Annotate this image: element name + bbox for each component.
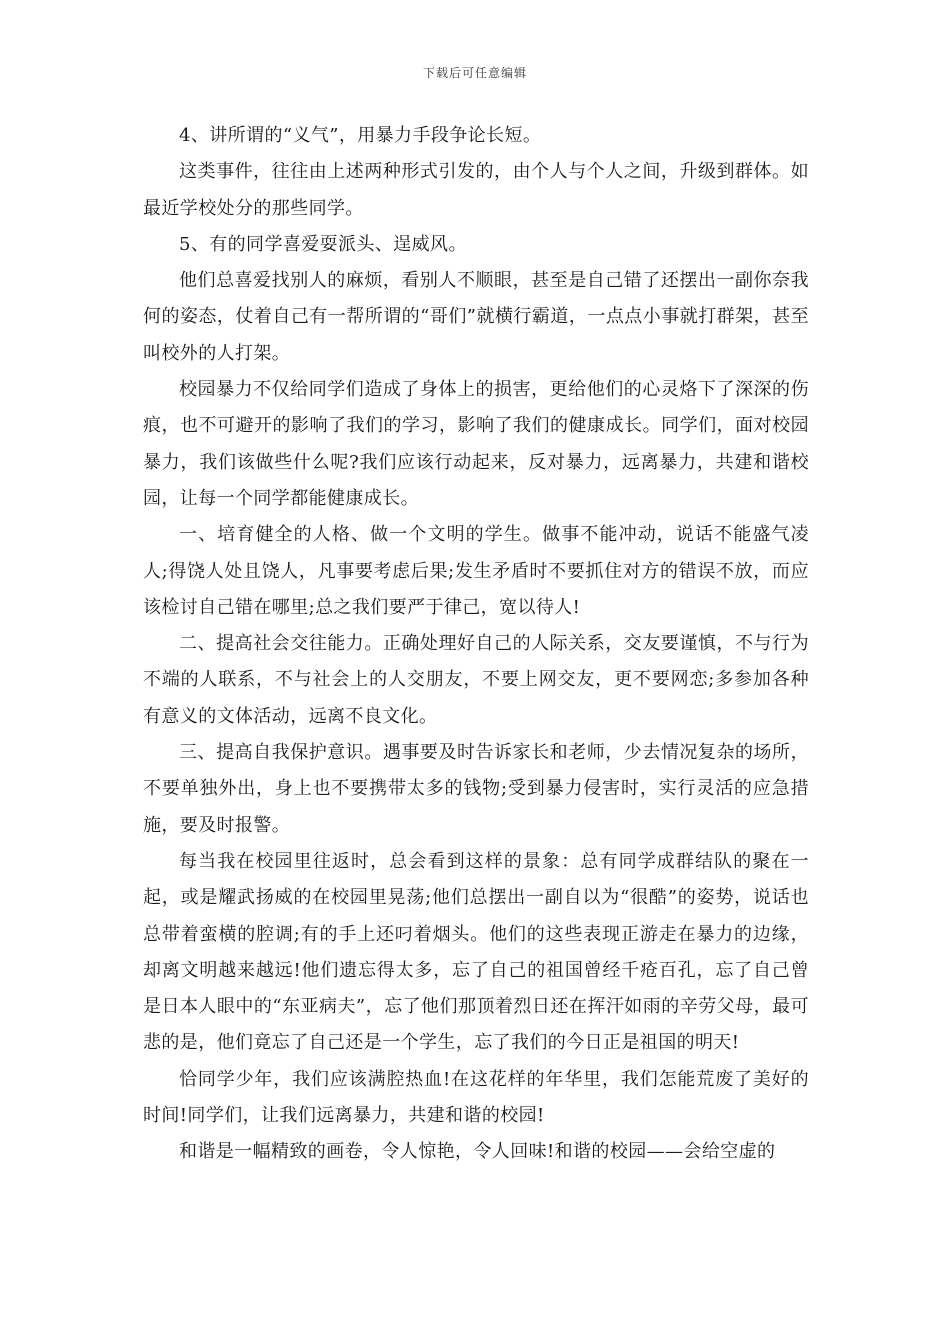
- paragraph-9: 每当我在校园里往返时，总会看到这样的景象：总有同学成群结队的聚在一起，或是耀武扬威的在校园里晃荡;他们总摆出一副自以为“很酷”的姿势，说话也总带着蛮横的腔调;有的手上还叼着烟头。他们的这些表现正游走在暴力的边缘，却离文明越来越远!他们遗忘得太多，忘了自己的祖国曾经千疮百孔，忘了自己曾是日本人眼中的“东亚病夫”，忘了他们那顶着烈日还在挥汗如雨的辛劳父母，最可悲的是，他们竟忘了自己还是一个学生，忘了我们的今日正是祖国的明天!: [143, 850, 809, 1054]
- paragraph-7: 二、提高社会交往能力。正确处理好自己的人际关系，交友要谨慎，不与行为不端的人联系，不与社会上的人交朋友，不要上网交友，更不要网恋;多参加各种有意义的文体活动，远离不良文化。: [143, 633, 809, 727]
- document-body: [143, 118, 809, 1171]
- paragraph-11: 和谐是一幅精致的画卷，令人惊艳，令人回味!和谐的校园——会给空虚的: [179, 1141, 776, 1163]
- paragraph-2: 这类事件，往往由上述两种形式引发的，由个人与个人之间，升级到群体。如最近学校处分的那些同学。: [143, 161, 809, 219]
- paragraph-1: 4、讲所谓的“义气”，用暴力手段争论长短。: [179, 125, 542, 146]
- paragraph-5: 校园暴力不仅给同学们造成了身体上的损害，更给他们的心灵烙下了深深的伤痕，也不可避开的影响了我们的学习，影响了我们的健康成长。同学们，面对校园暴力，我们该做些什么呢?我们应该行动起来，反对暴力，远离暴力，共建和谐校园，让每一个同学都能健康成长。: [143, 379, 809, 509]
- paragraph-6: 一、培育健全的人格、做一个文明的学生。做事不能冲动，说话不能盛气凌人;得饶人处且饶人，凡事要考虑后果;发生矛盾时不要抓住对方的错误不放，而应该检讨自己错在哪里;总之我们要严于律己，宽以待人!: [143, 524, 809, 618]
- paragraph-3: 5、有的同学喜爱耍派头、逞威风。: [179, 233, 467, 255]
- page-header: 下载后可任意编辑: [422, 66, 527, 80]
- paragraph-4: 他们总喜爱找别人的麻烦，看别人不顺眼，甚至是自己错了还摆出一副你奈我何的姿态，仗着自己有一帮所谓的“哥们”就横行霸道，一点点小事就打群架，甚至叫校外的人打架。: [143, 270, 809, 364]
- paragraph-10: 恰同学少年，我们应该满腔热血!在这花样的年华里，我们怎能荒废了美好的时间!同学们，让我们远离暴力，共建和谐的校园!: [143, 1068, 809, 1127]
- paragraph-8: 三、提高自我保护意识。遇事要及时告诉家长和老师，少去情况复杂的场所，不要单独外出，身上也不要携带太多的钱物;受到暴力侵害时，实行灵活的应急措施，要及时报警。: [143, 742, 809, 836]
